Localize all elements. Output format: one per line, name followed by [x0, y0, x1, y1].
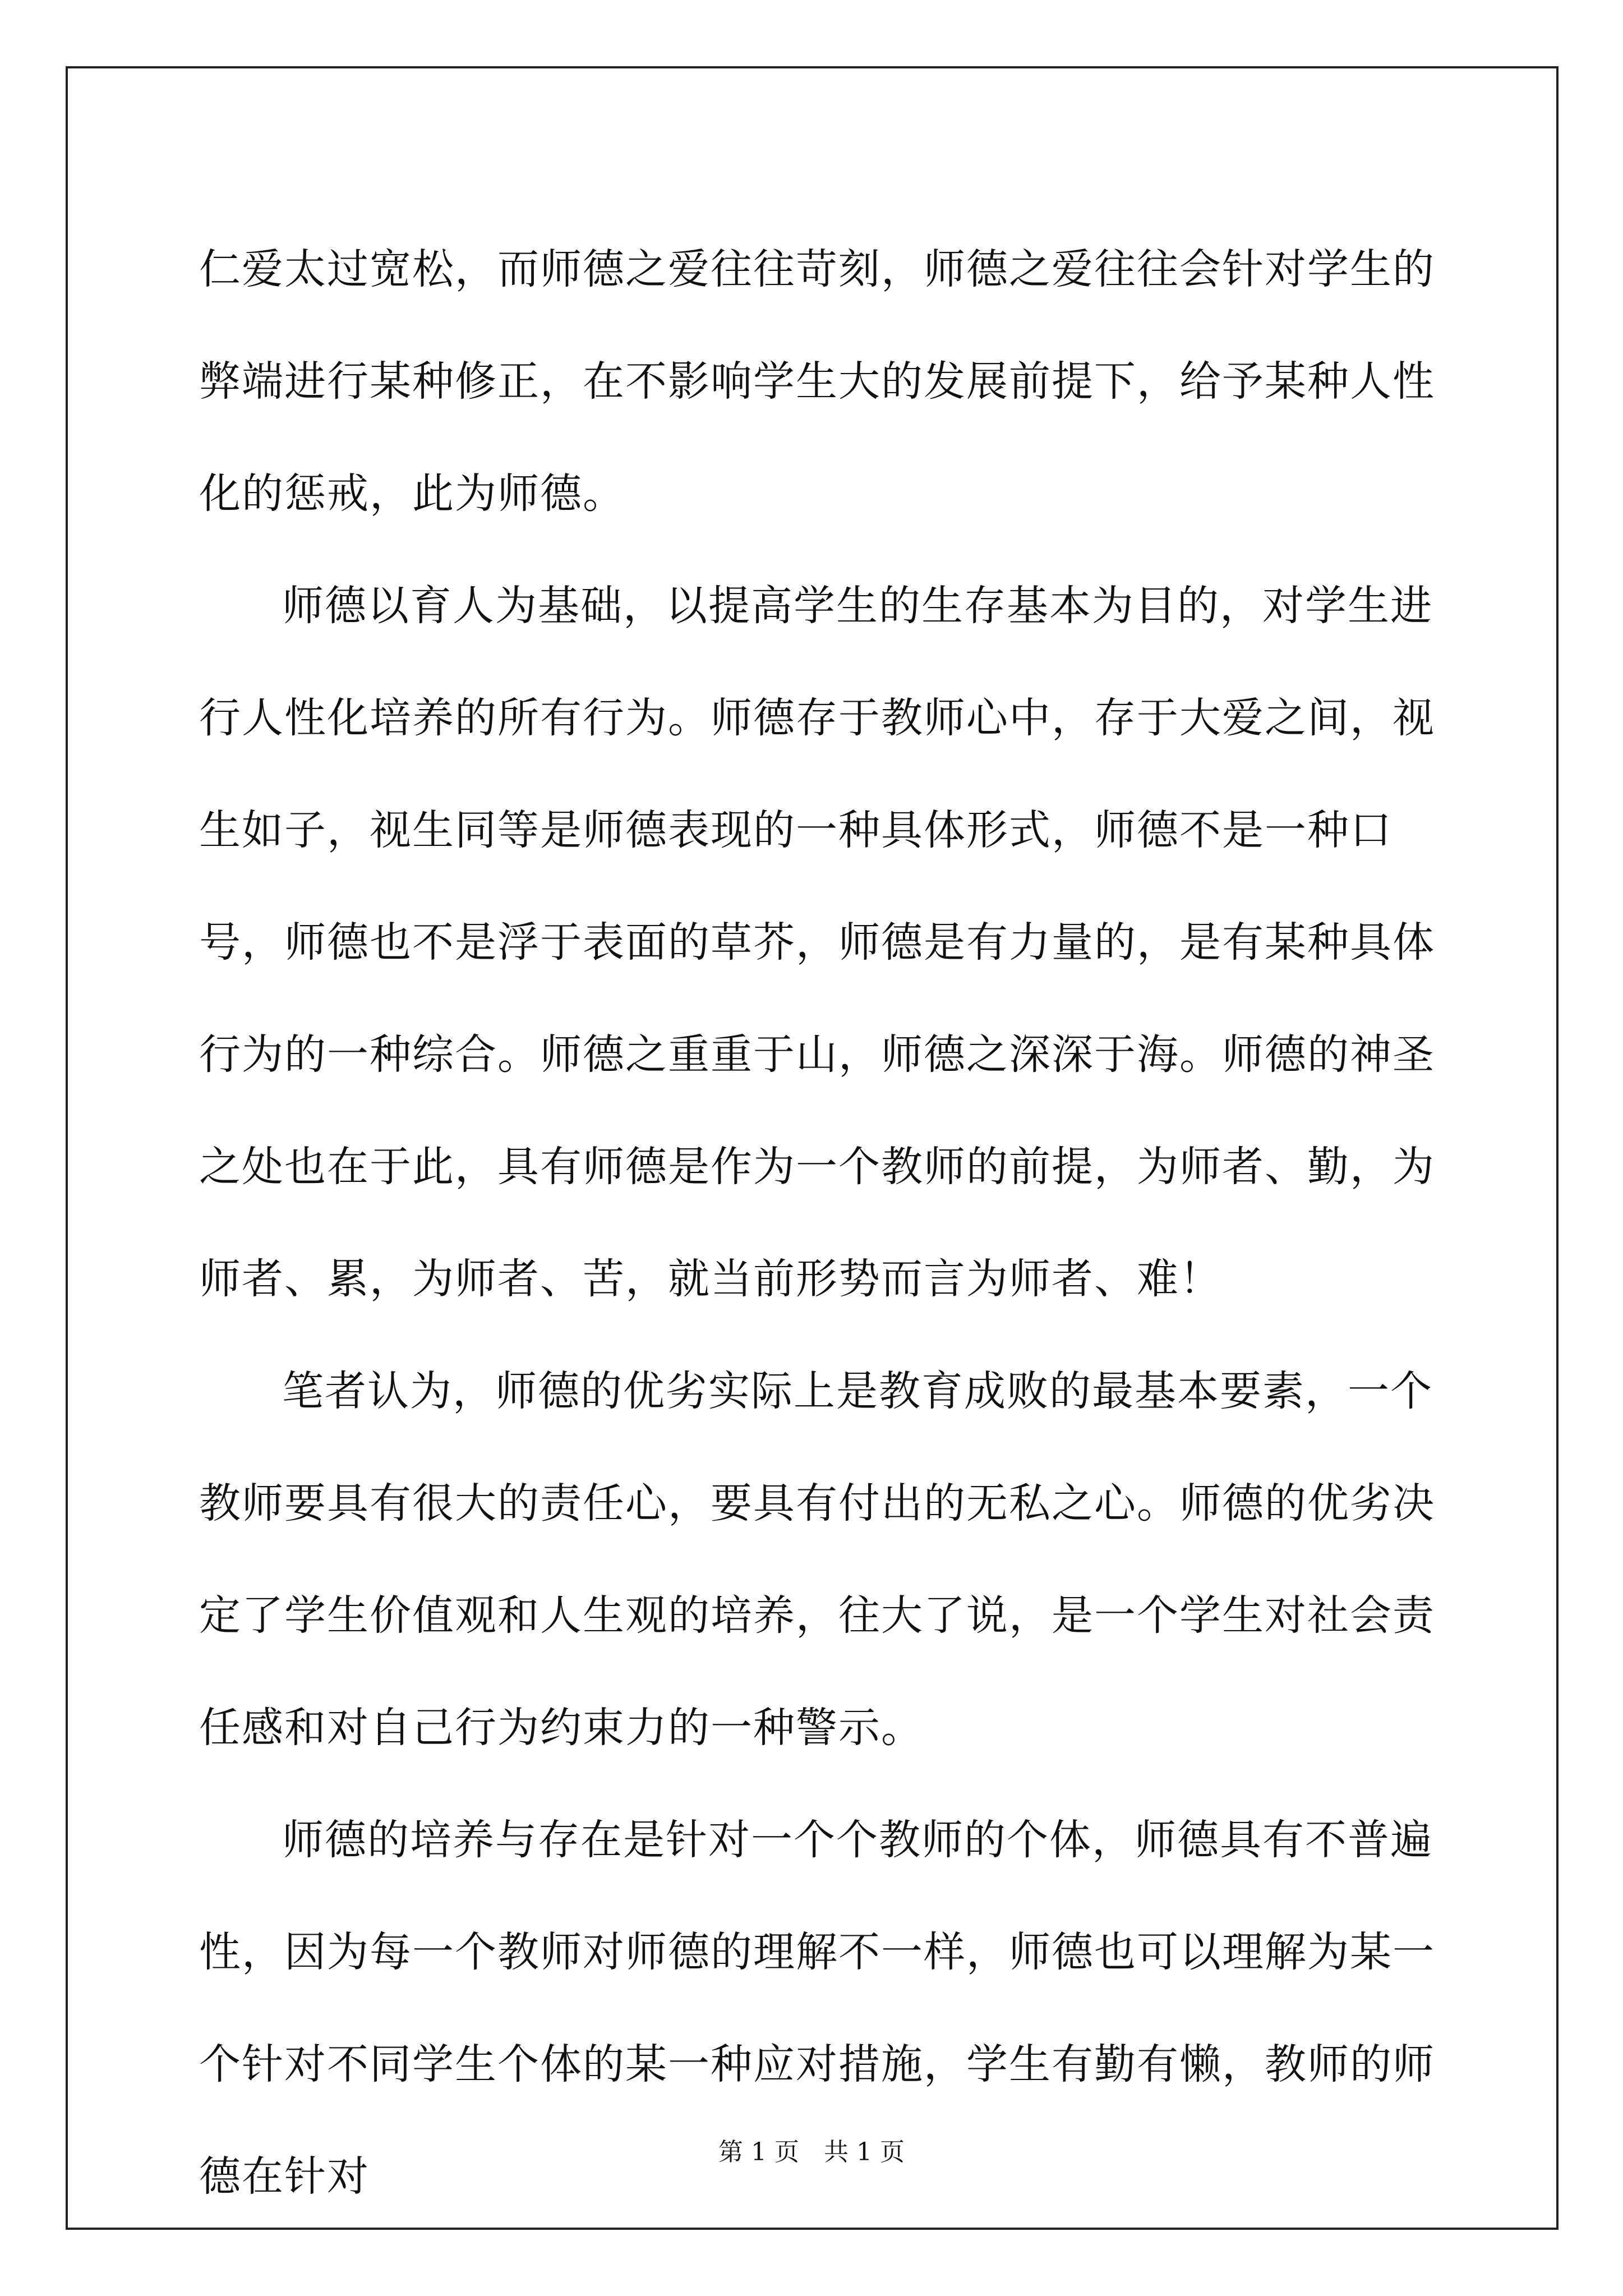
page-number-footer: 第 1 页 共 1 页 [718, 2138, 905, 2166]
paragraph: 师德以育人为基础，以提高学生的生存基本为目的，对学生进行人性化培养的所有行为。师德存于教师心中，存于大爱之间，视生如子，视生同等是师德表现的一种具体形式，师德不是一种口号，师德也不是浮于表面的草芥，师德是有力量的，是有某种具体行为的一种综合。师德之重重于山，师德之深深于海。师德的神圣之处也在于此，具有师德是作为一个教师的前提，为师者、勤，为师者、累，为师者、苦，就当前形势而言为师者、难！ [199, 582, 1435, 1303]
document-body [199, 213, 1455, 2233]
paragraph: 师德的培养与存在是针对一个个教师的个体，师德具有不普遍性，因为每一个教师对师德的理解不一样，师德也可以理解为某一个针对不同学生个体的某一种应对措施，学生有勤有懒，教师的师德在针对 [199, 1816, 1435, 2201]
paragraph: 笔者认为，师德的优劣实际上是教育成败的最基本要素，一个教师要具有很大的责任心，要具有付出的无私之心。师德的优劣决定了学生价值观和人生观的培养，往大了说，是一个学生对社会责任感和对自己行为约束力的一种警示。 [199, 1367, 1435, 1752]
paragraph: 仁爱太过宽松，而师德之爱往往苛刻，师德之爱往往会针对学生的弊端进行某种修正，在不影响学生大的发展前提下，给予某种人性化的惩戒，此为师德。 [199, 245, 1435, 518]
